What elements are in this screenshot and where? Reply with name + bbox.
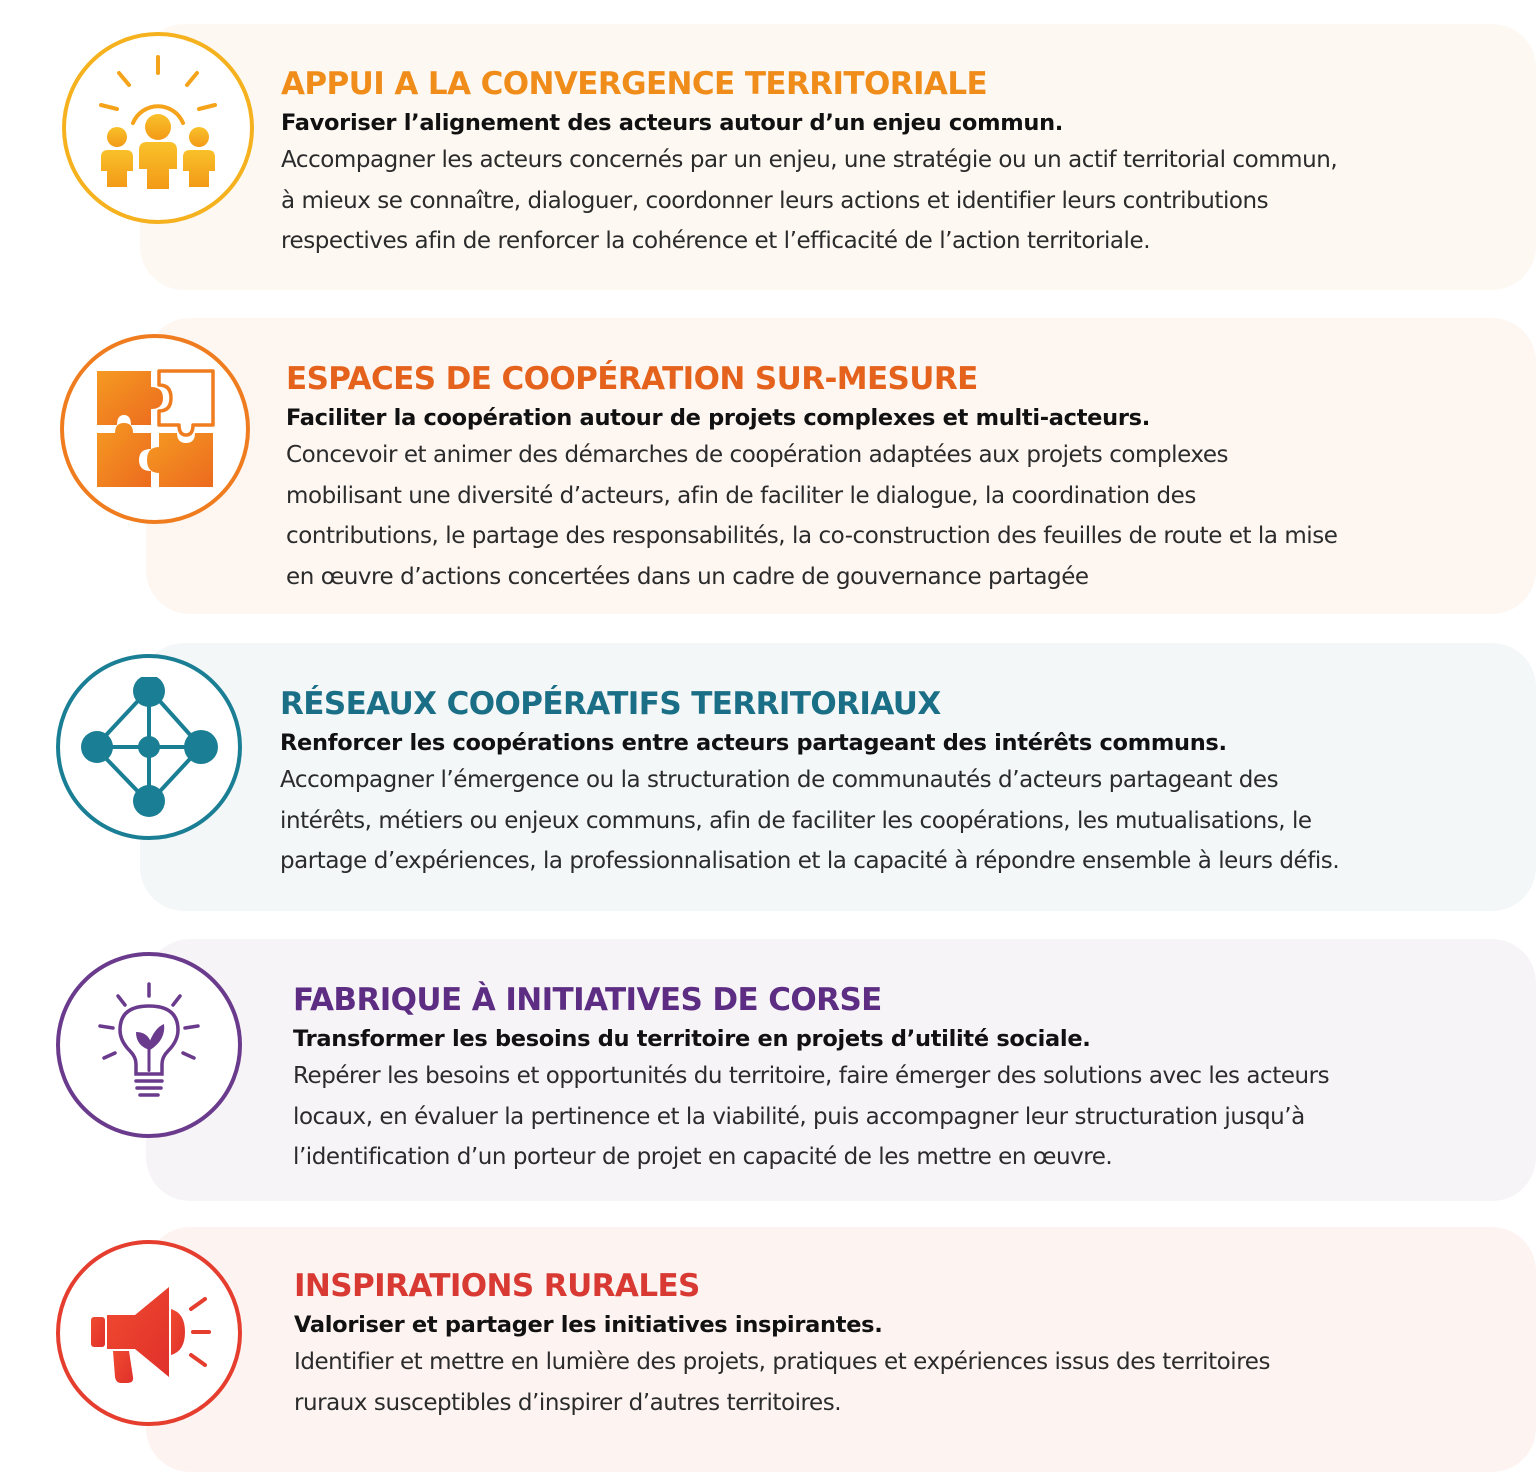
section-text-cooperation: [286, 361, 1506, 597]
section-body: [286, 435, 1506, 597]
section-subtitle: Favoriser l’alignement des acteurs autour d’un enjeu commun.: [281, 110, 1064, 136]
lightbulb-icon: [84, 980, 214, 1110]
section-body-line: Repérer les besoins et opportunités du territoire, faire émerger des solutions avec les acteurs: [293, 1063, 1330, 1089]
section-title: FABRIQUE À INITIATIVES DE CORSE: [293, 982, 882, 1018]
network-icon: [79, 677, 219, 817]
section-icon-circle-reseaux: [56, 654, 242, 840]
section-body-line: intérêts, métiers ou enjeux communs, afin de faciliter les coopérations, les mutualisations, le: [280, 807, 1312, 834]
section-body-line: Accompagner les acteurs concernés par un enjeu, une stratégie ou un actif territorial commun,: [281, 147, 1338, 173]
section-title: APPUI A LA CONVERGENCE TERRITORIALE: [281, 66, 988, 102]
section-icon-circle-inspirations: [56, 1240, 242, 1426]
section-body-line: partage d’expériences, la professionnalisation et la capacité à répondre ensemble à leurs défis.: [280, 848, 1340, 874]
section-title: ESPACES DE COOPÉRATION SUR-MESURE: [286, 361, 978, 397]
section-body-line: locaux, en évaluer la pertinence et la viabilité, puis accompagner leur structuration jusqu’à: [293, 1103, 1305, 1130]
section-subtitle: Transformer les besoins du territoire en projets d’utilité sociale.: [293, 1026, 1091, 1052]
section-body: [281, 140, 1506, 262]
section-body-line: Accompagner l’émergence ou la structuration de communautés d’acteurs partageant des: [280, 767, 1279, 793]
section-title: INSPIRATIONS RURALES: [294, 1268, 700, 1304]
section-body-line: contributions, le partage des responsabilités, la co-construction des feuilles de route et la mise: [286, 523, 1338, 549]
section-body-line: Concevoir et animer des démarches de coopération adaptées aux projets complexes: [286, 442, 1229, 468]
section-body-line: mobilisant une diversité d’acteurs, afin de faciliter le dialogue, la coordination des: [286, 482, 1196, 509]
section-title: RÉSEAUX COOPÉRATIFS TERRITORIAUX: [280, 686, 941, 722]
section-icon-circle-cooperation: [60, 334, 250, 524]
section-body-line: l’identification d’un porteur de projet en capacité de les mettre en œuvre.: [293, 1144, 1113, 1170]
section-body-line: en œuvre d’actions concertées dans un cadre de gouvernance partagée: [286, 563, 1089, 590]
section-text-inspirations: [294, 1268, 1506, 1423]
section-body: [294, 1342, 1506, 1423]
section-text-convergence: [281, 66, 1506, 262]
section-text-reseaux: [280, 686, 1506, 882]
section-body-line: à mieux se connaître, dialoguer, coordonner leurs actions et identifier leurs contributions: [281, 187, 1269, 214]
section-text-fabrique: [293, 982, 1506, 1178]
section-body-line: Identifier et mettre en lumière des projets, pratiques et expériences issus des territoires: [294, 1349, 1270, 1375]
megaphone-icon: [81, 1265, 217, 1401]
section-subtitle: Valoriser et partager les initiatives inspirantes.: [294, 1312, 883, 1338]
section-body-line: ruraux susceptibles d’inspirer d’autres territoires.: [294, 1389, 842, 1416]
section-body: [293, 1056, 1506, 1178]
people-group-icon: [83, 53, 233, 203]
section-subtitle: Faciliter la coopération autour de projets complexes et multi-acteurs.: [286, 405, 1150, 431]
section-icon-circle-convergence: [62, 32, 254, 224]
section-icon-circle-fabrique: [56, 952, 242, 1138]
section-body: [280, 760, 1506, 882]
section-subtitle: Renforcer les coopérations entre acteurs partageant des intérêts communs.: [280, 730, 1227, 756]
puzzle-icon: [93, 367, 217, 491]
section-body-line: respectives afin de renforcer la cohérence et l’efficacité de l’action territoriale.: [281, 228, 1151, 254]
